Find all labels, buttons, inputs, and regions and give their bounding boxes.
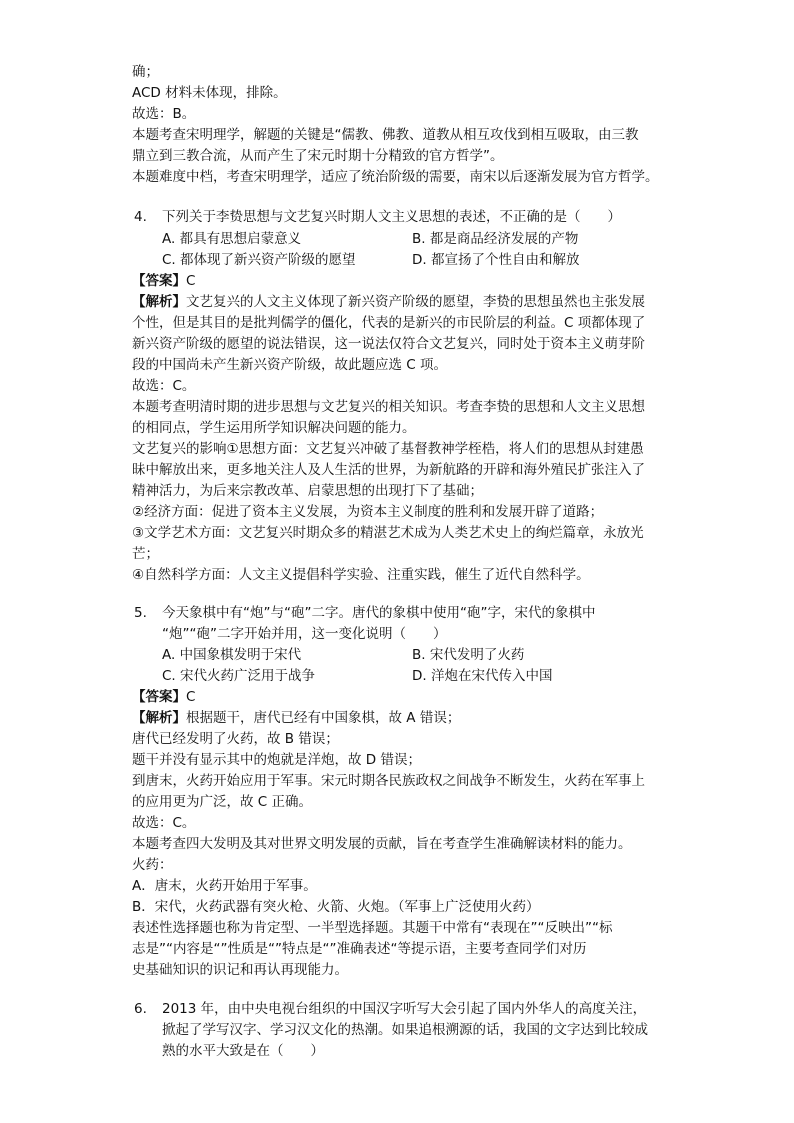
option-a: A. 都具有思想启蒙意义 <box>162 231 302 247</box>
question-stem: 下列关于李贽思想与文艺复兴时期人文主义思想的表述，不正确的是（ ） <box>162 209 621 225</box>
analysis-line <box>132 292 645 312</box>
question-stem: 今天象棋中有“炮”与“砲”二字。唐代的象棋中使用“砲”字，宋代的象棋中 <box>162 605 596 621</box>
answer-line <box>132 687 195 707</box>
text-line: 新兴资产阶级的愿望的说法错误，这一说法仅符合文艺复兴，同时处于资本主义萌芽阶 <box>132 336 645 352</box>
text-line: 火药： <box>132 857 173 873</box>
text-line: 芒； <box>132 546 159 562</box>
text-line: ACD 材料未体现，排除。 <box>132 85 287 101</box>
question-stem-cont: 熟的水平大致是在（ ） <box>162 1043 324 1059</box>
text-line: 个性，但是其目的是批判儒学的僵化，代表的是新兴的市民阶层的利益。C 项都体现了 <box>132 315 646 331</box>
analysis-text: 根据题干，唐代已经有中国象棋，故 A 错误； <box>186 710 461 726</box>
text-line: 故选：C。 <box>132 378 196 394</box>
text-line: 题干并没有显示其中的炮就是洋炮，故 D 错误； <box>132 752 421 768</box>
text-line: 本题考查明清时期的进步思想与文艺复兴的相关知识。考查李贽的思想和人文主义思想 <box>132 399 645 415</box>
text-line: 段的中国尚未产生新兴资产阶级，故此题应选 C 项。 <box>132 357 448 373</box>
question-number: 4. <box>134 209 147 225</box>
answer-tag: 【答案】 <box>132 689 186 705</box>
text-line: 史基础知识的识记和再认再现能力。 <box>132 962 348 978</box>
text-line: 的应用更为广泛，故 C 正确。 <box>132 794 313 810</box>
text-line: 本题考查四大发明及其对世界文明发展的贡献，旨在考查学生准确解读材料的能力。 <box>132 836 632 852</box>
analysis-line <box>132 708 460 728</box>
text-line: 本题难度中档，考查宋明理学，适应了统治阶级的需要，南宋以后逐渐发展为官方哲学。 <box>132 169 659 185</box>
answer-line <box>132 271 195 291</box>
analysis-text: 文艺复兴的人文主义体现了新兴资产阶级的愿望，李贽的思想虽然也主张发展 <box>186 294 645 310</box>
answer-value: C <box>186 689 196 705</box>
text-line: 文艺复兴的影响①思想方面：文艺复兴冲破了基督教神学桎梏，将人们的思想从封建愚 <box>132 441 644 457</box>
text-line: A．唐末，火药开始用于军事。 <box>132 878 317 894</box>
question-stem-cont: “炮”“砲”二字开始并用，这一变化说明（ ） <box>162 626 447 642</box>
answer-tag: 【答案】 <box>132 273 186 289</box>
text-line: 志是”“内容是“”性质是“”特点是“”准确表述“等提示语，主要考查同学们对历 <box>132 941 587 957</box>
option-d: D. 都宣扬了个性自由和解放 <box>412 252 580 268</box>
option-d: D. 洋炮在宋代传入中国 <box>412 668 553 684</box>
option-b: B. 宋代发明了火药 <box>412 647 525 663</box>
text-line: B．宋代，火药武器有突火枪、火箭、火炮。（军事上广泛使用火药） <box>132 899 540 915</box>
text-line: ③文学艺术方面：文艺复兴时期众多的精湛艺术成为人类艺术史上的绚烂篇章，永放光 <box>132 525 644 541</box>
analysis-tag: 【解析】 <box>132 710 186 726</box>
option-b: B. 都是商品经济发展的产物 <box>412 231 579 247</box>
question-number: 6. <box>134 1001 147 1017</box>
option-a: A. 中国象棋发明于宋代 <box>162 647 302 663</box>
text-line: 本题考查宋明理学，解题的关键是“儒教、佛教、道教从相互攻伐到相互吸取，由三教 <box>132 127 639 143</box>
text-line: ④自然科学方面：人文主义提倡科学实验、注重实践，催生了近代自然科学。 <box>132 567 590 583</box>
text-line: 故选：C。 <box>132 815 196 831</box>
text-line: 确； <box>132 64 159 80</box>
text-line: 唐代已经发明了火药，故 B 错误； <box>132 731 339 747</box>
question-stem-cont: 掀起了学写汉字、学习汉文化的热潮。如果追根溯源的话，我国的文字达到比较成 <box>162 1022 648 1038</box>
text-line: 表述性选择题也称为肯定型、一半型选择题。其题干中常有“表现在”“反映出”“标 <box>132 920 613 936</box>
answer-value: C <box>186 273 196 289</box>
question-stem: 2013 年，由中央电视台组织的中国汉字听写大会引起了国内外华人的高度关注， <box>162 1001 647 1017</box>
option-c: C. 宋代火药广泛用于战争 <box>162 668 316 684</box>
analysis-tag: 【解析】 <box>132 294 186 310</box>
text-line: 鼎立到三教合流，从而产生了宋元时期十分精致的官方哲学”。 <box>132 148 504 164</box>
question-number: 5. <box>134 605 147 621</box>
option-c: C. 都体现了新兴资产阶级的愿望 <box>162 252 356 268</box>
text-line: ②经济方面：促进了资本主义发展，为资本主义制度的胜利和发展开辟了道路； <box>132 504 604 520</box>
text-line: 昧中解放出来，更多地关注人及人生活的世界，为新航路的开辟和海外殖民扩张注入了 <box>132 462 645 478</box>
text-line: 到唐末，火药开始应用于军事。宋元时期各民族政权之间战争不断发生，火药在军事上 <box>132 773 645 789</box>
text-line: 的相同点，学生运用所学知识解决问题的能力。 <box>132 420 416 436</box>
text-line: 精神活力，为后来宗教改革、启蒙思想的出现打下了基础； <box>132 483 483 499</box>
text-line: 故选：B。 <box>132 106 196 122</box>
